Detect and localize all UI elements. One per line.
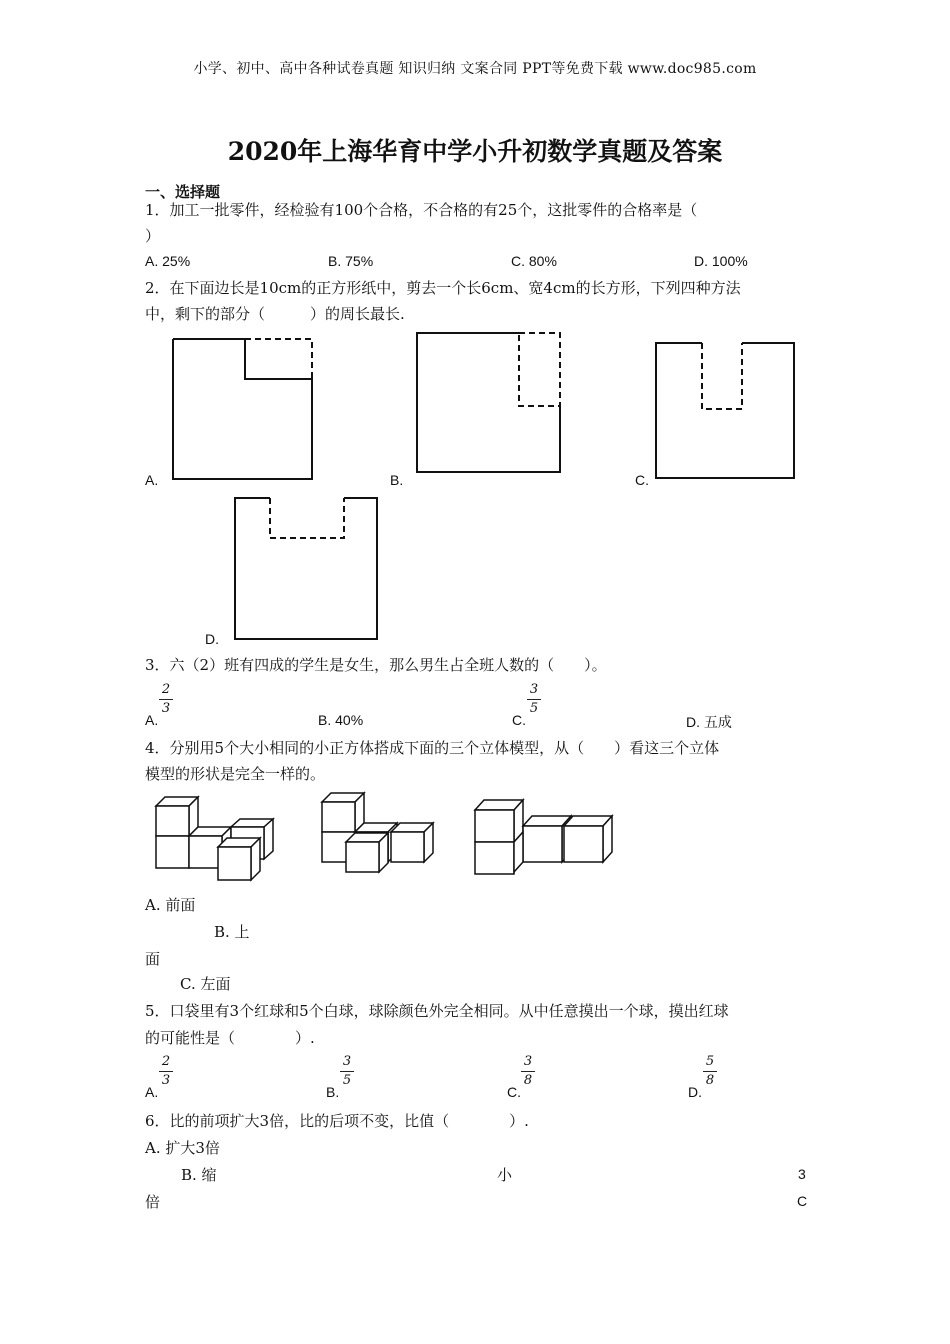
q3-option-d: D. 五成 bbox=[686, 714, 732, 730]
q2-label-d: D. bbox=[205, 631, 219, 647]
q6-option-b: B. 缩 bbox=[181, 1166, 217, 1184]
q5-option-d-fraction: 5 8 bbox=[703, 1055, 717, 1088]
q6-option-a: A. 扩大3倍 bbox=[145, 1139, 220, 1157]
q1-option-c: C. 80% bbox=[511, 253, 557, 269]
q1-option-d: D. 100% bbox=[694, 253, 748, 269]
q2-figure-a bbox=[170, 336, 315, 482]
q1-stem: 1．加工一批零件，经检验有100个合格，不合格的有25个，这批零件的合格率是（ bbox=[145, 201, 698, 219]
q4-cube-model-2 bbox=[318, 790, 443, 875]
q3-option-a-fraction: 2 3 bbox=[159, 683, 173, 716]
q6-option-b-cont: 小 bbox=[497, 1166, 513, 1184]
q1-option-b: B. 75% bbox=[328, 253, 374, 269]
q3-option-c-label: C. bbox=[512, 712, 526, 728]
q4-option-c: C. 左面 bbox=[180, 975, 231, 993]
q5-stem: 5．口袋里有3个红球和5个白球，球除颜色外完全相同。从中任意摸出一个球，摸出红球 bbox=[145, 1002, 729, 1020]
q3-option-a-label: A. bbox=[145, 712, 159, 728]
q2-figure-d bbox=[232, 495, 380, 642]
q1-option-a: A. 25% bbox=[145, 253, 191, 269]
q6-option-b-end: 倍 bbox=[145, 1193, 161, 1211]
q3-stem: 3．六（2）班有四成的学生是女生，那么男生占全班人数的（ ）。 bbox=[145, 656, 607, 674]
section-heading: 一、选择题 bbox=[145, 183, 221, 201]
q4-option-b: B. 上 bbox=[214, 923, 250, 941]
q4-cube-model-1 bbox=[152, 793, 277, 883]
q6-option-c: C bbox=[797, 1193, 808, 1209]
q2-label-b: B. bbox=[390, 472, 404, 488]
q3-option-c-fraction: 3 5 bbox=[527, 683, 541, 716]
q2-label-c: C. bbox=[635, 472, 649, 488]
q4-cube-model-3 bbox=[472, 796, 622, 878]
q2-figure-b bbox=[414, 330, 564, 476]
q2-label-a: A. bbox=[145, 472, 159, 488]
q4-option-a: A. 前面 bbox=[145, 896, 196, 914]
q4-stem-cont: 模型的形状是完全一样的。 bbox=[145, 765, 326, 783]
q2-figure-c bbox=[653, 340, 798, 481]
q4-option-b-cont: 面 bbox=[145, 950, 161, 968]
q5-option-c-fraction: 3 8 bbox=[521, 1055, 535, 1088]
q1-stem-cont: ） bbox=[145, 227, 161, 245]
page-title: 2020年上海华育中学小升初数学真题及答案 bbox=[227, 137, 723, 166]
q5-stem-cont: 的可能性是（ ）. bbox=[145, 1029, 315, 1047]
q3-option-b: B. 40% bbox=[318, 712, 364, 728]
q5-option-c-label: C. bbox=[507, 1084, 521, 1100]
q6-stem: 6．比的前项扩大3倍，比的后项不变，比值（ ）. bbox=[145, 1112, 529, 1130]
q5-option-d-label: D. bbox=[688, 1084, 702, 1100]
q5-option-a-label: A. bbox=[145, 1084, 159, 1100]
page-header: 小学、初中、高中各种试卷真题 知识归纳 文案合同 PPT等免费下载 www.doc985.com bbox=[193, 61, 757, 77]
q2-stem: 2．在下面边长是10cm的正方形纸中，剪去一个长6cm、宽4cm的长方形，下列四种方法 bbox=[145, 279, 741, 297]
q5-option-b-label: B. bbox=[326, 1084, 340, 1100]
q4-stem: 4．分别用5个大小相同的小正方体搭成下面的三个立体模型，从（ ）看这三个立体 bbox=[145, 739, 720, 757]
q2-stem-cont: 中，剩下的部分（ ）的周长最长. bbox=[145, 305, 405, 323]
q6-option-b-number: 3 bbox=[798, 1166, 806, 1182]
q5-option-b-fraction: 3 5 bbox=[340, 1055, 354, 1088]
q5-option-a-fraction: 2 3 bbox=[159, 1055, 173, 1088]
